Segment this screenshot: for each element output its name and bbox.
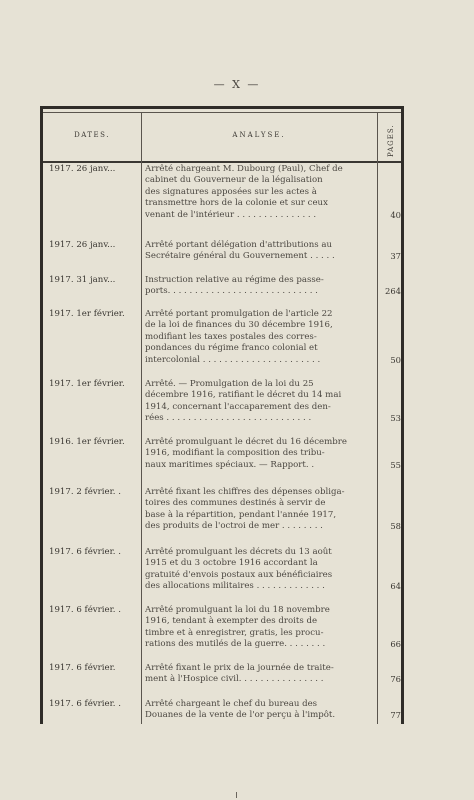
row-date: 1917. 2 février. . [49, 487, 121, 497]
analysis-line: intercolonial . . . . . . . . . . . . . . . . . . . . . . [145, 354, 321, 365]
analysis-line: Arrêté fixant les chiffres des dépenses obliga- [145, 487, 345, 497]
index-table [40, 106, 404, 724]
row-date: 1917. 26 janv... [49, 164, 116, 174]
row-date: 1917. 31 janv... [49, 275, 116, 285]
analysis-line: venant de l'intérieur . . . . . . . . . . . . . . . [145, 209, 317, 220]
row-analysis [145, 379, 373, 425]
row-date: 1916. 1er février. [49, 437, 125, 447]
analysis-line: timbre et à enregistrer, gratis, les procu- [145, 627, 324, 638]
analysis-line: 1916, tendant à exempter des droits de [145, 616, 318, 627]
row-date: 1917. 6 février. . [49, 605, 121, 615]
row-page: 64 [390, 581, 401, 592]
analysis-line: 1915 et du 3 octobre 1916 accordant la [145, 558, 318, 569]
analysis-line: des allocations militaires . . . . . . . . . . . . . [145, 581, 325, 592]
row-analysis [145, 240, 373, 263]
analysis-line: cabinet du Gouverneur de la légalisation [145, 175, 323, 186]
analysis-line: des signatures apposées sur les actes à [145, 186, 317, 197]
analysis-line: Instruction relative au régime des passe- [145, 275, 324, 285]
analysis-line: gratuité d'envois postaux aux bénéficiaires [145, 569, 333, 580]
row-analysis [145, 164, 373, 221]
header-dates: DATES. [74, 131, 110, 139]
row-analysis [145, 275, 373, 298]
bottom-mark [236, 792, 237, 798]
analysis-line: ports. . . . . . . . . . . . . . . . . . . . . . . . . . . . [145, 286, 318, 297]
row-date: 1917. 1er février. [49, 379, 125, 389]
analysis-line: ment à l'Hospice civil. . . . . . . . . . . . . . . . [145, 674, 324, 685]
row-analysis [145, 437, 373, 471]
row-analysis [145, 547, 373, 593]
header-pages: PAGES. [387, 124, 395, 158]
row-analysis [145, 663, 373, 686]
row-page: 37 [390, 251, 401, 262]
row-date: 1917. 1er février. [49, 309, 125, 319]
analysis-line: 1916, modifiant la composition des tribu- [145, 448, 325, 459]
row-analysis [145, 605, 373, 651]
analysis-line: toires des communes destinés à servir de [145, 498, 326, 509]
row-date: 1917. 26 janv... [49, 240, 116, 250]
analysis-line: Arrêté. — Promulgation de la loi du 25 [145, 379, 314, 389]
row-page: 77 [390, 710, 401, 721]
analysis-line: Secrétaire général du Gouvernement . . . . . [145, 251, 335, 262]
row-page: 66 [390, 639, 401, 650]
row-page: 264 [385, 286, 401, 297]
analysis-line: transmettre hors de la colonie et sur ceux [145, 198, 328, 209]
analysis-line: modifiant les taxes postales des corres- [145, 331, 317, 342]
analysis-line: base à la répartition, pendant l'année 1917, [145, 509, 337, 520]
analysis-line: Arrêté promulguant le décret du 16 décembre [145, 437, 347, 447]
analysis-line: Arrêté promulguant les décrets du 13 août [145, 547, 332, 557]
column-divider-pages [377, 113, 378, 724]
row-page: 53 [390, 413, 401, 424]
row-date: 1917. 6 février. . [49, 547, 121, 557]
row-date: 1917. 6 février. . [49, 699, 121, 709]
row-page: 76 [390, 674, 401, 685]
analysis-line: pondances du régime franco colonial et [145, 343, 318, 354]
analysis-line: rations des mutilés de la guerre. . . . . . . . [145, 639, 326, 650]
analysis-line: Arrêté portant promulgation de l'article 22 [145, 309, 333, 319]
analysis-line: Arrêté fixant le prix de la journée de traite- [145, 663, 334, 673]
row-analysis [145, 309, 373, 366]
analysis-line: naux maritimes spéciaux. — Rapport. . [145, 459, 315, 470]
row-page: 50 [390, 354, 401, 365]
analysis-line: décembre 1916, ratifiant le décret du 14 mai [145, 390, 342, 401]
analysis-line: des produits de l'octroi de mer . . . . . . . . [145, 521, 323, 532]
analysis-line: Arrêté chargeant M. Dubourg (Paul), Chef de [145, 164, 343, 174]
analysis-line: de la loi de finances du 30 décembre 1916, [145, 320, 333, 331]
analysis-line: Arrêté chargeant le chef du bureau des [145, 699, 318, 709]
table-header [43, 113, 401, 163]
row-page: 40 [390, 209, 401, 220]
row-page: 55 [390, 459, 401, 470]
row-date: 1917. 6 février. [49, 663, 116, 673]
column-divider-dates [141, 113, 142, 724]
analysis-line: rées . . . . . . . . . . . . . . . . . . . . . . . . . . . [145, 413, 312, 424]
row-analysis [145, 699, 373, 722]
analysis-line: Douanes de la vente de l'or perçu à l'impôt. [145, 710, 336, 721]
page-number: — X — [213, 78, 261, 91]
analysis-line: 1914, concernant l'accaparement des den- [145, 401, 331, 412]
row-analysis [145, 487, 373, 533]
row-page: 58 [390, 521, 401, 532]
analysis-line: Arrêté promulguant la loi du 18 novembre [145, 605, 330, 615]
header-analyse: ANALYSE. [232, 131, 286, 139]
analysis-line: Arrêté portant délégation d'attributions au [145, 240, 333, 250]
